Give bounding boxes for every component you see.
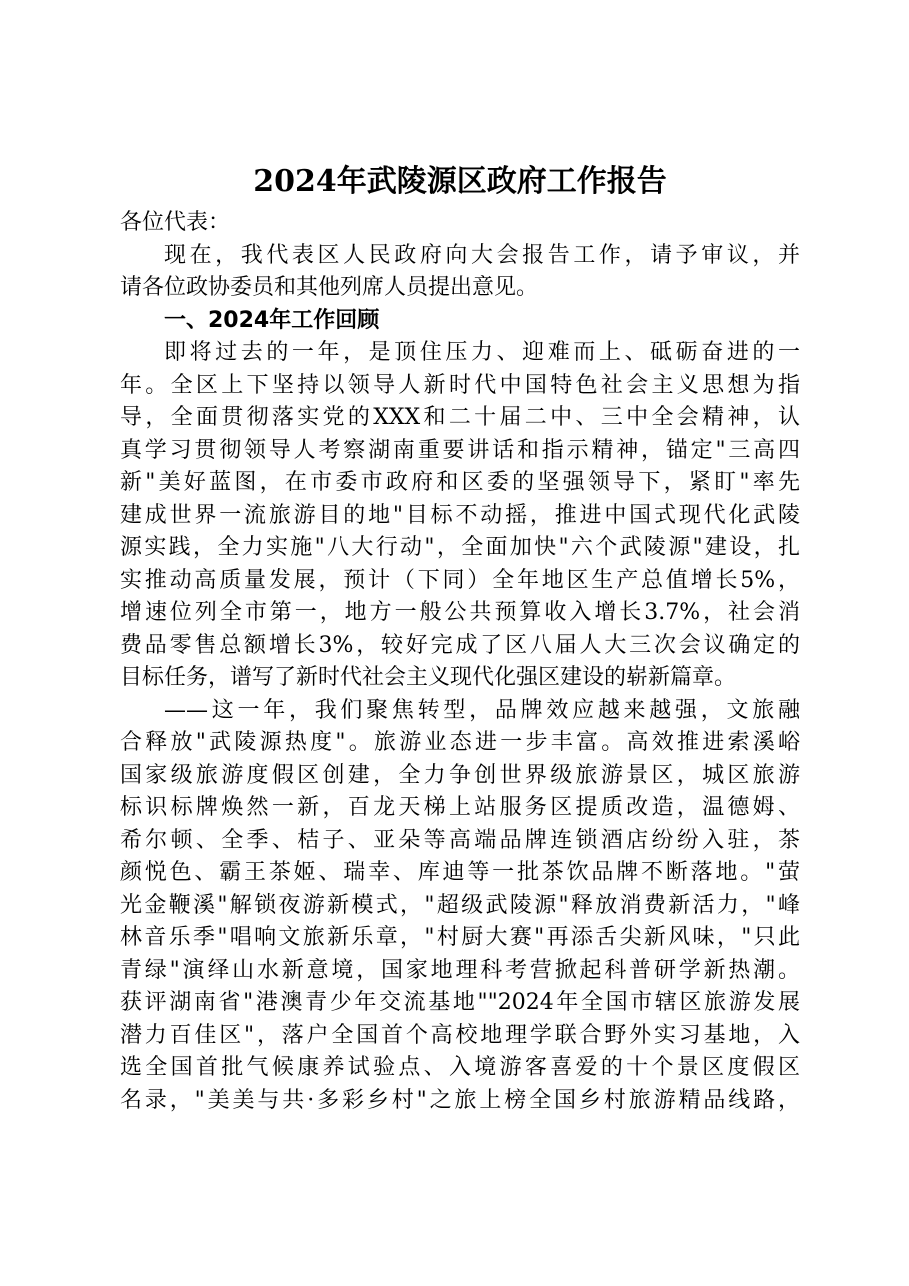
document-title: 2024年武陵源区政府工作报告 [253, 164, 667, 199]
intro-line: 请各位政协委员和其他列席人员提出意见。 [120, 275, 539, 300]
paragraph-line: 颜悦色、霸王茶姬、瑞幸、库迪等一批茶饮品牌不断落地。"萤 [120, 860, 800, 885]
paragraph-line: 费品零售总额增长3%，较好完成了区八届人大三次会议确定的 [120, 632, 800, 658]
paragraph-line: 选全国首批气候康养试验点、入境游客喜爱的十个景区度假区 [120, 1055, 800, 1080]
document-body [120, 157, 800, 1117]
paragraph-line: 建成世界一流旅游目的地"目标不动摇，推进中国式现代化武陵 [120, 502, 800, 528]
paragraph-line: 新"美好蓝图，在市委市政府和区委的坚强领导下，紧盯"率先 [120, 470, 800, 495]
paragraph-line: 真学习贯彻领导人考察湖南重要讲话和指示精神，锚定"三高四 [120, 437, 800, 463]
section-heading: 一、2024年工作回顾 [164, 307, 380, 333]
paragraph-line: 源实践，全力实施"八大行动"，全面加快"六个武陵源"建设，扎 [120, 535, 800, 560]
paragraph-line: 年。全区上下坚持以领导人新时代中国特色社会主义思想为指 [120, 372, 800, 398]
paragraph-line: 林音乐季"唱响文旅新乐章，"村厨大赛"再添舌尖新风味，"只此 [120, 925, 800, 950]
paragraph-line: 合释放"武陵源热度"。旅游业态进一步丰富。高效推进索溪峪 [120, 730, 800, 755]
salutation: 各位代表： [120, 210, 231, 235]
paragraph-line: 即将过去的一年，是顶住压力、迎难而上、砥砺奋进的一 [164, 340, 800, 365]
paragraph-line: 目标任务，谱写了新时代社会主义现代化强区建设的崭新篇章。 [120, 665, 737, 690]
paragraph-line: ——这一年，我们聚焦转型，品牌效应越来越强，文旅融 [164, 697, 800, 723]
paragraph-line: 标识标牌焕然一新，百龙天梯上站服务区提质改造，温德姆、 [120, 795, 800, 820]
paragraph-line: 获评湖南省"港澳青少年交流基地""2024年全国市辖区旅游发展 [120, 990, 800, 1015]
intro-line: 现在，我代表区人民政府向大会报告工作，请予审议，并 [164, 242, 800, 268]
paragraph-line: 名录，"美美与共·多彩乡村"之旅上榜全国乡村旅游精品线路， [120, 1087, 800, 1113]
paragraph-line: 国家级旅游度假区创建，全力争创世界级旅游景区，城区旅游 [120, 762, 800, 788]
paragraph-line: 光金鞭溪"解锁夜游新模式，"超级武陵源"释放消费新活力，"峰 [120, 892, 800, 918]
paragraph-line: 增速位列全市第一，地方一般公共预算收入增长3.7%，社会消 [120, 600, 800, 625]
paragraph-line: 青绿"演绎山水新意境，国家地理科考营掀起科普研学新热潮。 [120, 957, 800, 983]
paragraph-line: 导，全面贯彻落实党的XXX和二十届二中、三中全会精神，认 [120, 405, 800, 430]
paragraph-line: 希尔顿、全季、桔子、亚朵等高端品牌连锁酒店纷纷入驻，茶 [120, 827, 800, 853]
paragraph-line: 实推动高质量发展，预计（下同）全年地区生产总值增长5%， [120, 567, 800, 593]
paragraph-line: 潜力百佳区"，落户全国首个高校地理学联合野外实习基地，入 [120, 1022, 800, 1048]
